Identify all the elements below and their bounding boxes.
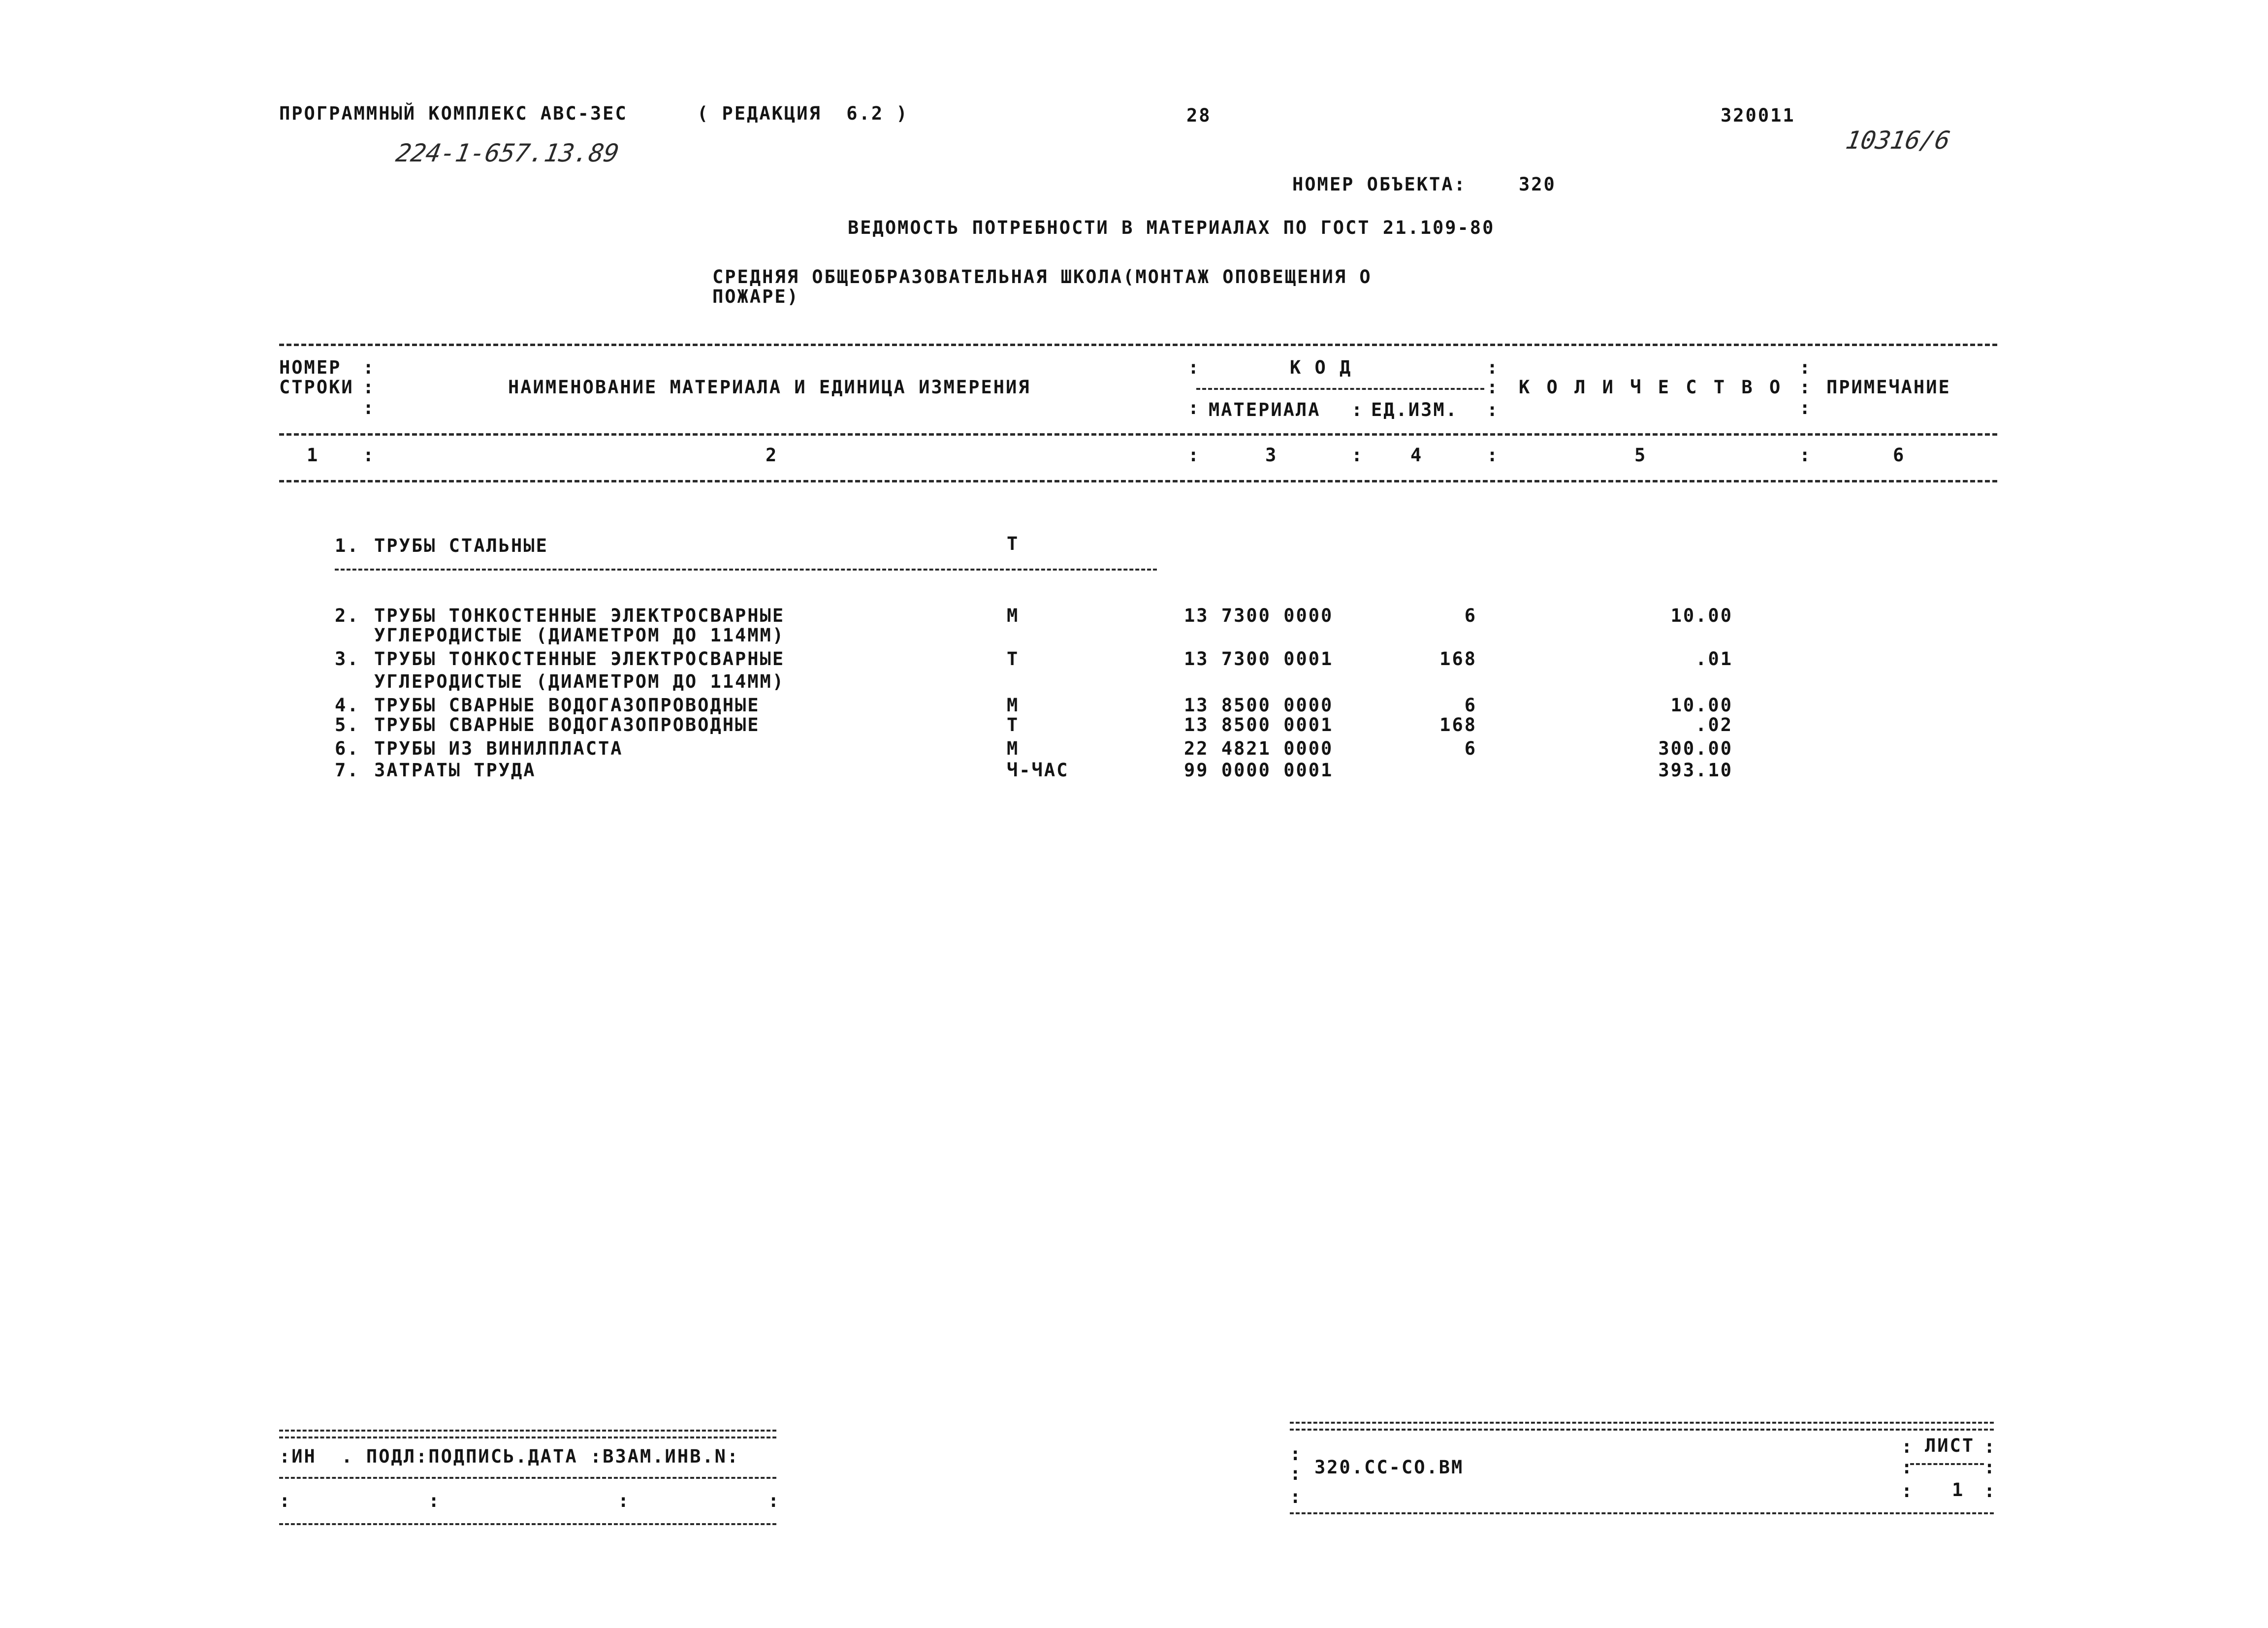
- row-material-code: 13 7300 0000: [1184, 605, 1334, 626]
- row-unit-code: 6: [1464, 738, 1477, 759]
- header-row-no-line2: СТРОКИ: [279, 377, 354, 398]
- header-code-material: МАТЕРИАЛА: [1209, 399, 1321, 420]
- object-number: 320: [1519, 174, 1556, 195]
- row-number: 5.: [335, 714, 360, 735]
- row-quantity: 10.00: [1670, 605, 1733, 626]
- header-quantity: К О Л И Ч Е С Т В О: [1519, 377, 1784, 398]
- table-top-rule: [279, 344, 1997, 346]
- row-unit-code: 168: [1439, 714, 1477, 735]
- row-unit: М: [1007, 695, 1020, 716]
- code-group-rule: [1196, 388, 1484, 390]
- row-unit: М: [1007, 605, 1020, 626]
- row-material-name: ТРУБЫ СВАРНЫЕ ВОДОГАЗОПРОВОДНЫЕ: [374, 695, 760, 716]
- handwritten-archive-number: 10316/6: [1843, 126, 1952, 155]
- row-quantity: .02: [1695, 714, 1733, 735]
- row-material-name: ТРУБЫ СТАЛЬНЫЕ: [374, 535, 548, 556]
- row-material-code: 22 4821 0000: [1184, 738, 1334, 759]
- column-numbers-rule: [279, 480, 1997, 482]
- handwritten-project-number: 224-1-657.13.89: [393, 139, 621, 167]
- column-number-2: 2: [766, 445, 778, 466]
- header-bottom-rule: [279, 433, 1997, 436]
- header-row-no-line1: НОМЕР: [279, 357, 342, 378]
- row-number: 1.: [335, 535, 360, 556]
- column-number-6: 6: [1893, 445, 1906, 466]
- object-label: НОМЕР ОБЪЕКТА:: [1292, 174, 1467, 195]
- header-code-group: К О Д: [1290, 357, 1352, 378]
- row-material-name: ТРУБЫ ТОНКОСТЕННЫЕ ЭЛЕКТРОСВАРНЫЕ: [374, 605, 785, 626]
- row-unit: Т: [1007, 714, 1020, 735]
- stamp-document-code: 320.СС-СО.ВМ: [1314, 1457, 1464, 1478]
- row-material-code: 99 0000 0001: [1184, 760, 1334, 781]
- document-code: 320011: [1721, 105, 1795, 126]
- program-name: ПРОГРАММНЫЙ КОМПЛЕКС АВС-3ЕС: [279, 103, 628, 124]
- sheet-number: 1: [1952, 1479, 1965, 1500]
- row-unit: М: [1007, 738, 1020, 759]
- row-number: 3.: [335, 648, 360, 670]
- page-title: ВЕДОМОСТЬ ПОТРЕБНОСТИ В МАТЕРИАЛАХ ПО ГОСТ 21.109-80: [848, 217, 1495, 238]
- row-quantity: 10.00: [1670, 695, 1733, 716]
- header-material-name: НАИМЕНОВАНИЕ МАТЕРИАЛА И ЕДИНИЦА ИЗМЕРЕНИЯ: [508, 377, 1031, 398]
- row-material-code: 13 7300 0001: [1184, 648, 1334, 670]
- column-number-3: 3: [1265, 445, 1278, 466]
- group-underline: [335, 569, 1157, 571]
- row-material-name: ТРУБЫ ТОНКОСТЕННЫЕ ЭЛЕКТРОСВАРНЫЕ: [374, 648, 785, 670]
- row-unit: Т: [1007, 533, 1020, 554]
- row-number: 6.: [335, 738, 360, 759]
- row-material-name-continued: УГЛЕРОДИСТЫЕ (ДИАМЕТРОМ ДО 114ММ): [374, 671, 785, 692]
- row-material-name: ТРУБЫ СВАРНЫЕ ВОДОГАЗОПРОВОДНЫЕ: [374, 714, 760, 735]
- row-quantity: 300.00: [1658, 738, 1733, 759]
- row-material-code: 13 8500 0001: [1184, 714, 1334, 735]
- row-unit-code: 168: [1439, 648, 1477, 670]
- row-quantity: 393.10: [1658, 760, 1733, 781]
- row-number: 2.: [335, 605, 360, 626]
- column-number-1: 1: [307, 445, 319, 466]
- row-material-name-continued: УГЛЕРОДИСТЫЕ (ДИАМЕТРОМ ДО 114ММ): [374, 625, 785, 646]
- subtitle-line-2: ПОЖАРЕ): [712, 286, 799, 307]
- row-unit: Ч-ЧАС: [1007, 760, 1069, 781]
- column-number-4: 4: [1410, 445, 1423, 466]
- header-note: ПРИМЕЧАНИЕ: [1826, 377, 1951, 398]
- row-quantity: .01: [1695, 648, 1733, 670]
- header-code-unit: ЕД.ИЗМ.: [1371, 399, 1458, 420]
- program-edition: ( РЕДАКЦИЯ 6.2 ): [697, 103, 909, 124]
- row-unit-code: 6: [1464, 605, 1477, 626]
- column-number-5: 5: [1634, 445, 1647, 466]
- row-unit-code: 6: [1464, 695, 1477, 716]
- row-material-code: 13 8500 0000: [1184, 695, 1334, 716]
- stamp-labels: :ИН . ПОДЛ:ПОДПИСЬ.ДАТА :ВЗАМ.ИНВ.N:: [279, 1446, 740, 1467]
- sheet-label: ЛИСТ: [1925, 1435, 1975, 1456]
- row-material-name: ЗАТРАТЫ ТРУДА: [374, 760, 536, 781]
- page-number: 28: [1186, 105, 1212, 126]
- row-material-name: ТРУБЫ ИЗ ВИНИЛПЛАСТА: [374, 738, 623, 759]
- row-number: 7.: [335, 760, 360, 781]
- row-number: 4.: [335, 695, 360, 716]
- row-unit: Т: [1007, 648, 1020, 670]
- subtitle-line-1: СРЕДНЯЯ ОБЩЕОБРАЗОВАТЕЛЬНАЯ ШКОЛА(МОНТАЖ ОПОВЕЩЕНИЯ О: [712, 266, 1372, 287]
